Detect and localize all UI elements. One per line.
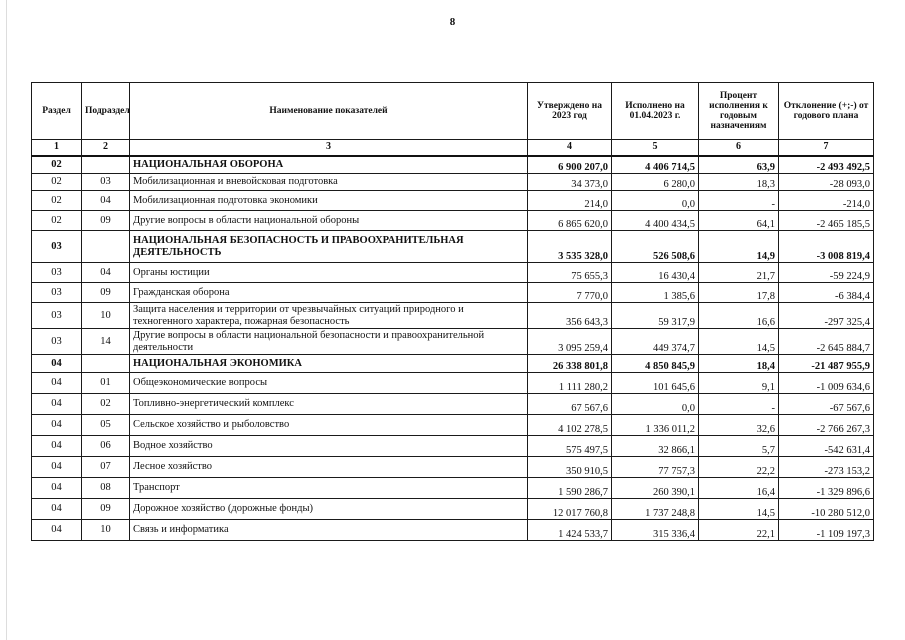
cell-section: 04 bbox=[32, 520, 82, 541]
cell-name: Органы юстиции bbox=[130, 263, 528, 283]
cell-section: 03 bbox=[32, 263, 82, 283]
cell-subsection: 04 bbox=[82, 263, 130, 283]
cell-deviation: -1 329 896,6 bbox=[779, 478, 874, 499]
cell-name: Лесное хозяйство bbox=[130, 457, 528, 478]
cell-name: Общеэкономические вопросы bbox=[130, 373, 528, 394]
header-row bbox=[32, 83, 874, 140]
table-row bbox=[32, 263, 874, 283]
cell-name: Топливно-энергетический комплекс bbox=[130, 394, 528, 415]
cell-name: НАЦИОНАЛЬНАЯ ОБОРОНА bbox=[130, 156, 528, 174]
cell-executed: 4 406 714,5 bbox=[612, 156, 699, 174]
cell-section: 04 bbox=[32, 478, 82, 499]
table-row bbox=[32, 520, 874, 541]
cell-deviation: -2 766 267,3 bbox=[779, 415, 874, 436]
cell-subsection: 07 bbox=[82, 457, 130, 478]
cell-name: Сельское хозяйство и рыболовство bbox=[130, 415, 528, 436]
cell-subsection: 08 bbox=[82, 478, 130, 499]
cell-name: Транспорт bbox=[130, 478, 528, 499]
cell-approved: 1 590 286,7 bbox=[528, 478, 612, 499]
header-percent: Процент исполнения к годовым назначениям bbox=[699, 83, 779, 140]
cell-executed: 449 374,7 bbox=[612, 329, 699, 355]
cell-approved: 4 102 278,5 bbox=[528, 415, 612, 436]
cell-percent: 9,1 bbox=[699, 373, 779, 394]
cell-deviation: -59 224,9 bbox=[779, 263, 874, 283]
table-row bbox=[32, 457, 874, 478]
cell-executed: 6 280,0 bbox=[612, 174, 699, 191]
cell-section: 02 bbox=[32, 156, 82, 174]
cell-section: 04 bbox=[32, 394, 82, 415]
cell-approved: 6 900 207,0 bbox=[528, 156, 612, 174]
cell-subsection: 09 bbox=[82, 499, 130, 520]
cell-approved: 350 910,5 bbox=[528, 457, 612, 478]
page-edge bbox=[6, 0, 7, 640]
header-section: Раздел bbox=[32, 83, 82, 140]
cell-percent: 14,5 bbox=[699, 499, 779, 520]
cell-subsection: 04 bbox=[82, 191, 130, 211]
column-number: 4 bbox=[528, 140, 612, 157]
cell-deviation: -2 493 492,5 bbox=[779, 156, 874, 174]
cell-percent: 16,6 bbox=[699, 303, 779, 329]
cell-subsection: 14 bbox=[82, 329, 130, 355]
cell-executed: 0,0 bbox=[612, 394, 699, 415]
cell-executed: 0,0 bbox=[612, 191, 699, 211]
cell-executed: 59 317,9 bbox=[612, 303, 699, 329]
header-subsection: Подраздел bbox=[82, 83, 130, 140]
cell-deviation: -214,0 bbox=[779, 191, 874, 211]
cell-approved: 75 655,3 bbox=[528, 263, 612, 283]
column-number: 1 bbox=[32, 140, 82, 157]
cell-section: 03 bbox=[32, 231, 82, 263]
cell-approved: 1 111 280,2 bbox=[528, 373, 612, 394]
cell-percent: 17,8 bbox=[699, 283, 779, 303]
cell-section: 04 bbox=[32, 415, 82, 436]
header-executed: Исполнено на 01.04.2023 г. bbox=[612, 83, 699, 140]
cell-subsection: 05 bbox=[82, 415, 130, 436]
cell-section: 03 bbox=[32, 303, 82, 329]
column-number: 6 bbox=[699, 140, 779, 157]
cell-percent: 21,7 bbox=[699, 263, 779, 283]
cell-subsection: 09 bbox=[82, 283, 130, 303]
cell-subsection: 10 bbox=[82, 520, 130, 541]
cell-deviation: -273 153,2 bbox=[779, 457, 874, 478]
cell-subsection bbox=[82, 156, 130, 174]
cell-executed: 315 336,4 bbox=[612, 520, 699, 541]
cell-percent: 14,9 bbox=[699, 231, 779, 263]
header-deviation: Отклонение (+;-) от годового плана bbox=[779, 83, 874, 140]
table-row bbox=[32, 478, 874, 499]
cell-percent: 18,3 bbox=[699, 174, 779, 191]
cell-percent: 32,6 bbox=[699, 415, 779, 436]
cell-approved: 3 535 328,0 bbox=[528, 231, 612, 263]
cell-subsection bbox=[82, 231, 130, 263]
cell-percent: 5,7 bbox=[699, 436, 779, 457]
cell-section: 04 bbox=[32, 373, 82, 394]
cell-name: НАЦИОНАЛЬНАЯ БЕЗОПАСНОСТЬ И ПРАВООХРАНИТЕЛЬНАЯ ДЕЯТЕЛЬНОСТЬ bbox=[130, 231, 528, 263]
cell-percent: - bbox=[699, 191, 779, 211]
column-number: 7 bbox=[779, 140, 874, 157]
cell-deviation: -67 567,6 bbox=[779, 394, 874, 415]
cell-name: Мобилизационная подготовка экономики bbox=[130, 191, 528, 211]
cell-approved: 34 373,0 bbox=[528, 174, 612, 191]
table-row-section-total bbox=[32, 355, 874, 373]
table-row-section-total bbox=[32, 231, 874, 263]
cell-deviation: -297 325,4 bbox=[779, 303, 874, 329]
cell-deviation: -6 384,4 bbox=[779, 283, 874, 303]
cell-subsection: 09 bbox=[82, 211, 130, 231]
cell-deviation: -3 008 819,4 bbox=[779, 231, 874, 263]
cell-percent: 22,1 bbox=[699, 520, 779, 541]
table-row bbox=[32, 303, 874, 329]
cell-deviation: -28 093,0 bbox=[779, 174, 874, 191]
cell-name: Гражданская оборона bbox=[130, 283, 528, 303]
header-name: Наименование показателей bbox=[130, 83, 528, 140]
cell-approved: 356 643,3 bbox=[528, 303, 612, 329]
table-row bbox=[32, 394, 874, 415]
cell-subsection: 01 bbox=[82, 373, 130, 394]
cell-executed: 16 430,4 bbox=[612, 263, 699, 283]
cell-deviation: -21 487 955,9 bbox=[779, 355, 874, 373]
cell-subsection: 02 bbox=[82, 394, 130, 415]
cell-percent: 63,9 bbox=[699, 156, 779, 174]
cell-approved: 67 567,6 bbox=[528, 394, 612, 415]
cell-executed: 260 390,1 bbox=[612, 478, 699, 499]
cell-executed: 32 866,1 bbox=[612, 436, 699, 457]
cell-section: 02 bbox=[32, 191, 82, 211]
cell-executed: 4 850 845,9 bbox=[612, 355, 699, 373]
table-row bbox=[32, 211, 874, 231]
cell-executed: 4 400 434,5 bbox=[612, 211, 699, 231]
cell-executed: 1 385,6 bbox=[612, 283, 699, 303]
cell-subsection: 10 bbox=[82, 303, 130, 329]
table-row bbox=[32, 191, 874, 211]
cell-section: 03 bbox=[32, 329, 82, 355]
column-number: 2 bbox=[82, 140, 130, 157]
cell-approved: 7 770,0 bbox=[528, 283, 612, 303]
cell-name: Другие вопросы в области национальной безопасности и правоохранительной деятельности bbox=[130, 329, 528, 355]
cell-percent: 64,1 bbox=[699, 211, 779, 231]
cell-executed: 1 336 011,2 bbox=[612, 415, 699, 436]
cell-subsection: 03 bbox=[82, 174, 130, 191]
cell-percent: 14,5 bbox=[699, 329, 779, 355]
cell-name: Связь и информатика bbox=[130, 520, 528, 541]
budget-execution-table bbox=[31, 82, 874, 541]
cell-name: Мобилизационная и вневойсковая подготовка bbox=[130, 174, 528, 191]
table-row-section-total bbox=[32, 156, 874, 174]
cell-section: 04 bbox=[32, 436, 82, 457]
cell-executed: 101 645,6 bbox=[612, 373, 699, 394]
cell-deviation: -10 280 512,0 bbox=[779, 499, 874, 520]
table-row bbox=[32, 174, 874, 191]
cell-section: 03 bbox=[32, 283, 82, 303]
cell-executed: 526 508,6 bbox=[612, 231, 699, 263]
cell-approved: 214,0 bbox=[528, 191, 612, 211]
cell-name: Дорожное хозяйство (дорожные фонды) bbox=[130, 499, 528, 520]
cell-deviation: -1 109 197,3 bbox=[779, 520, 874, 541]
table-row bbox=[32, 415, 874, 436]
cell-name: НАЦИОНАЛЬНАЯ ЭКОНОМИКА bbox=[130, 355, 528, 373]
cell-deviation: -2 645 884,7 bbox=[779, 329, 874, 355]
column-number-row bbox=[32, 140, 874, 157]
cell-section: 04 bbox=[32, 355, 82, 373]
cell-section: 04 bbox=[32, 457, 82, 478]
cell-executed: 77 757,3 bbox=[612, 457, 699, 478]
cell-percent: - bbox=[699, 394, 779, 415]
cell-deviation: -1 009 634,6 bbox=[779, 373, 874, 394]
cell-executed: 1 737 248,8 bbox=[612, 499, 699, 520]
cell-percent: 16,4 bbox=[699, 478, 779, 499]
cell-name: Другие вопросы в области национальной обороны bbox=[130, 211, 528, 231]
column-number: 5 bbox=[612, 140, 699, 157]
cell-section: 02 bbox=[32, 211, 82, 231]
cell-name: Защита населения и территории от чрезвычайных ситуаций природного и техногенного характера, пожарная безопасность bbox=[130, 303, 528, 329]
cell-subsection bbox=[82, 355, 130, 373]
header-approved: Утверждено на 2023 год bbox=[528, 83, 612, 140]
cell-name: Водное хозяйство bbox=[130, 436, 528, 457]
cell-approved: 6 865 620,0 bbox=[528, 211, 612, 231]
table-row bbox=[32, 373, 874, 394]
cell-approved: 26 338 801,8 bbox=[528, 355, 612, 373]
cell-approved: 1 424 533,7 bbox=[528, 520, 612, 541]
cell-approved: 3 095 259,4 bbox=[528, 329, 612, 355]
cell-approved: 12 017 760,8 bbox=[528, 499, 612, 520]
table-row bbox=[32, 436, 874, 457]
column-number: 3 bbox=[130, 140, 528, 157]
cell-percent: 22,2 bbox=[699, 457, 779, 478]
table-row bbox=[32, 329, 874, 355]
cell-section: 04 bbox=[32, 499, 82, 520]
page-number: 8 bbox=[449, 16, 456, 28]
cell-approved: 575 497,5 bbox=[528, 436, 612, 457]
cell-percent: 18,4 bbox=[699, 355, 779, 373]
cell-deviation: -542 631,4 bbox=[779, 436, 874, 457]
cell-section: 02 bbox=[32, 174, 82, 191]
table-row bbox=[32, 283, 874, 303]
table-row bbox=[32, 499, 874, 520]
cell-deviation: -2 465 185,5 bbox=[779, 211, 874, 231]
cell-subsection: 06 bbox=[82, 436, 130, 457]
